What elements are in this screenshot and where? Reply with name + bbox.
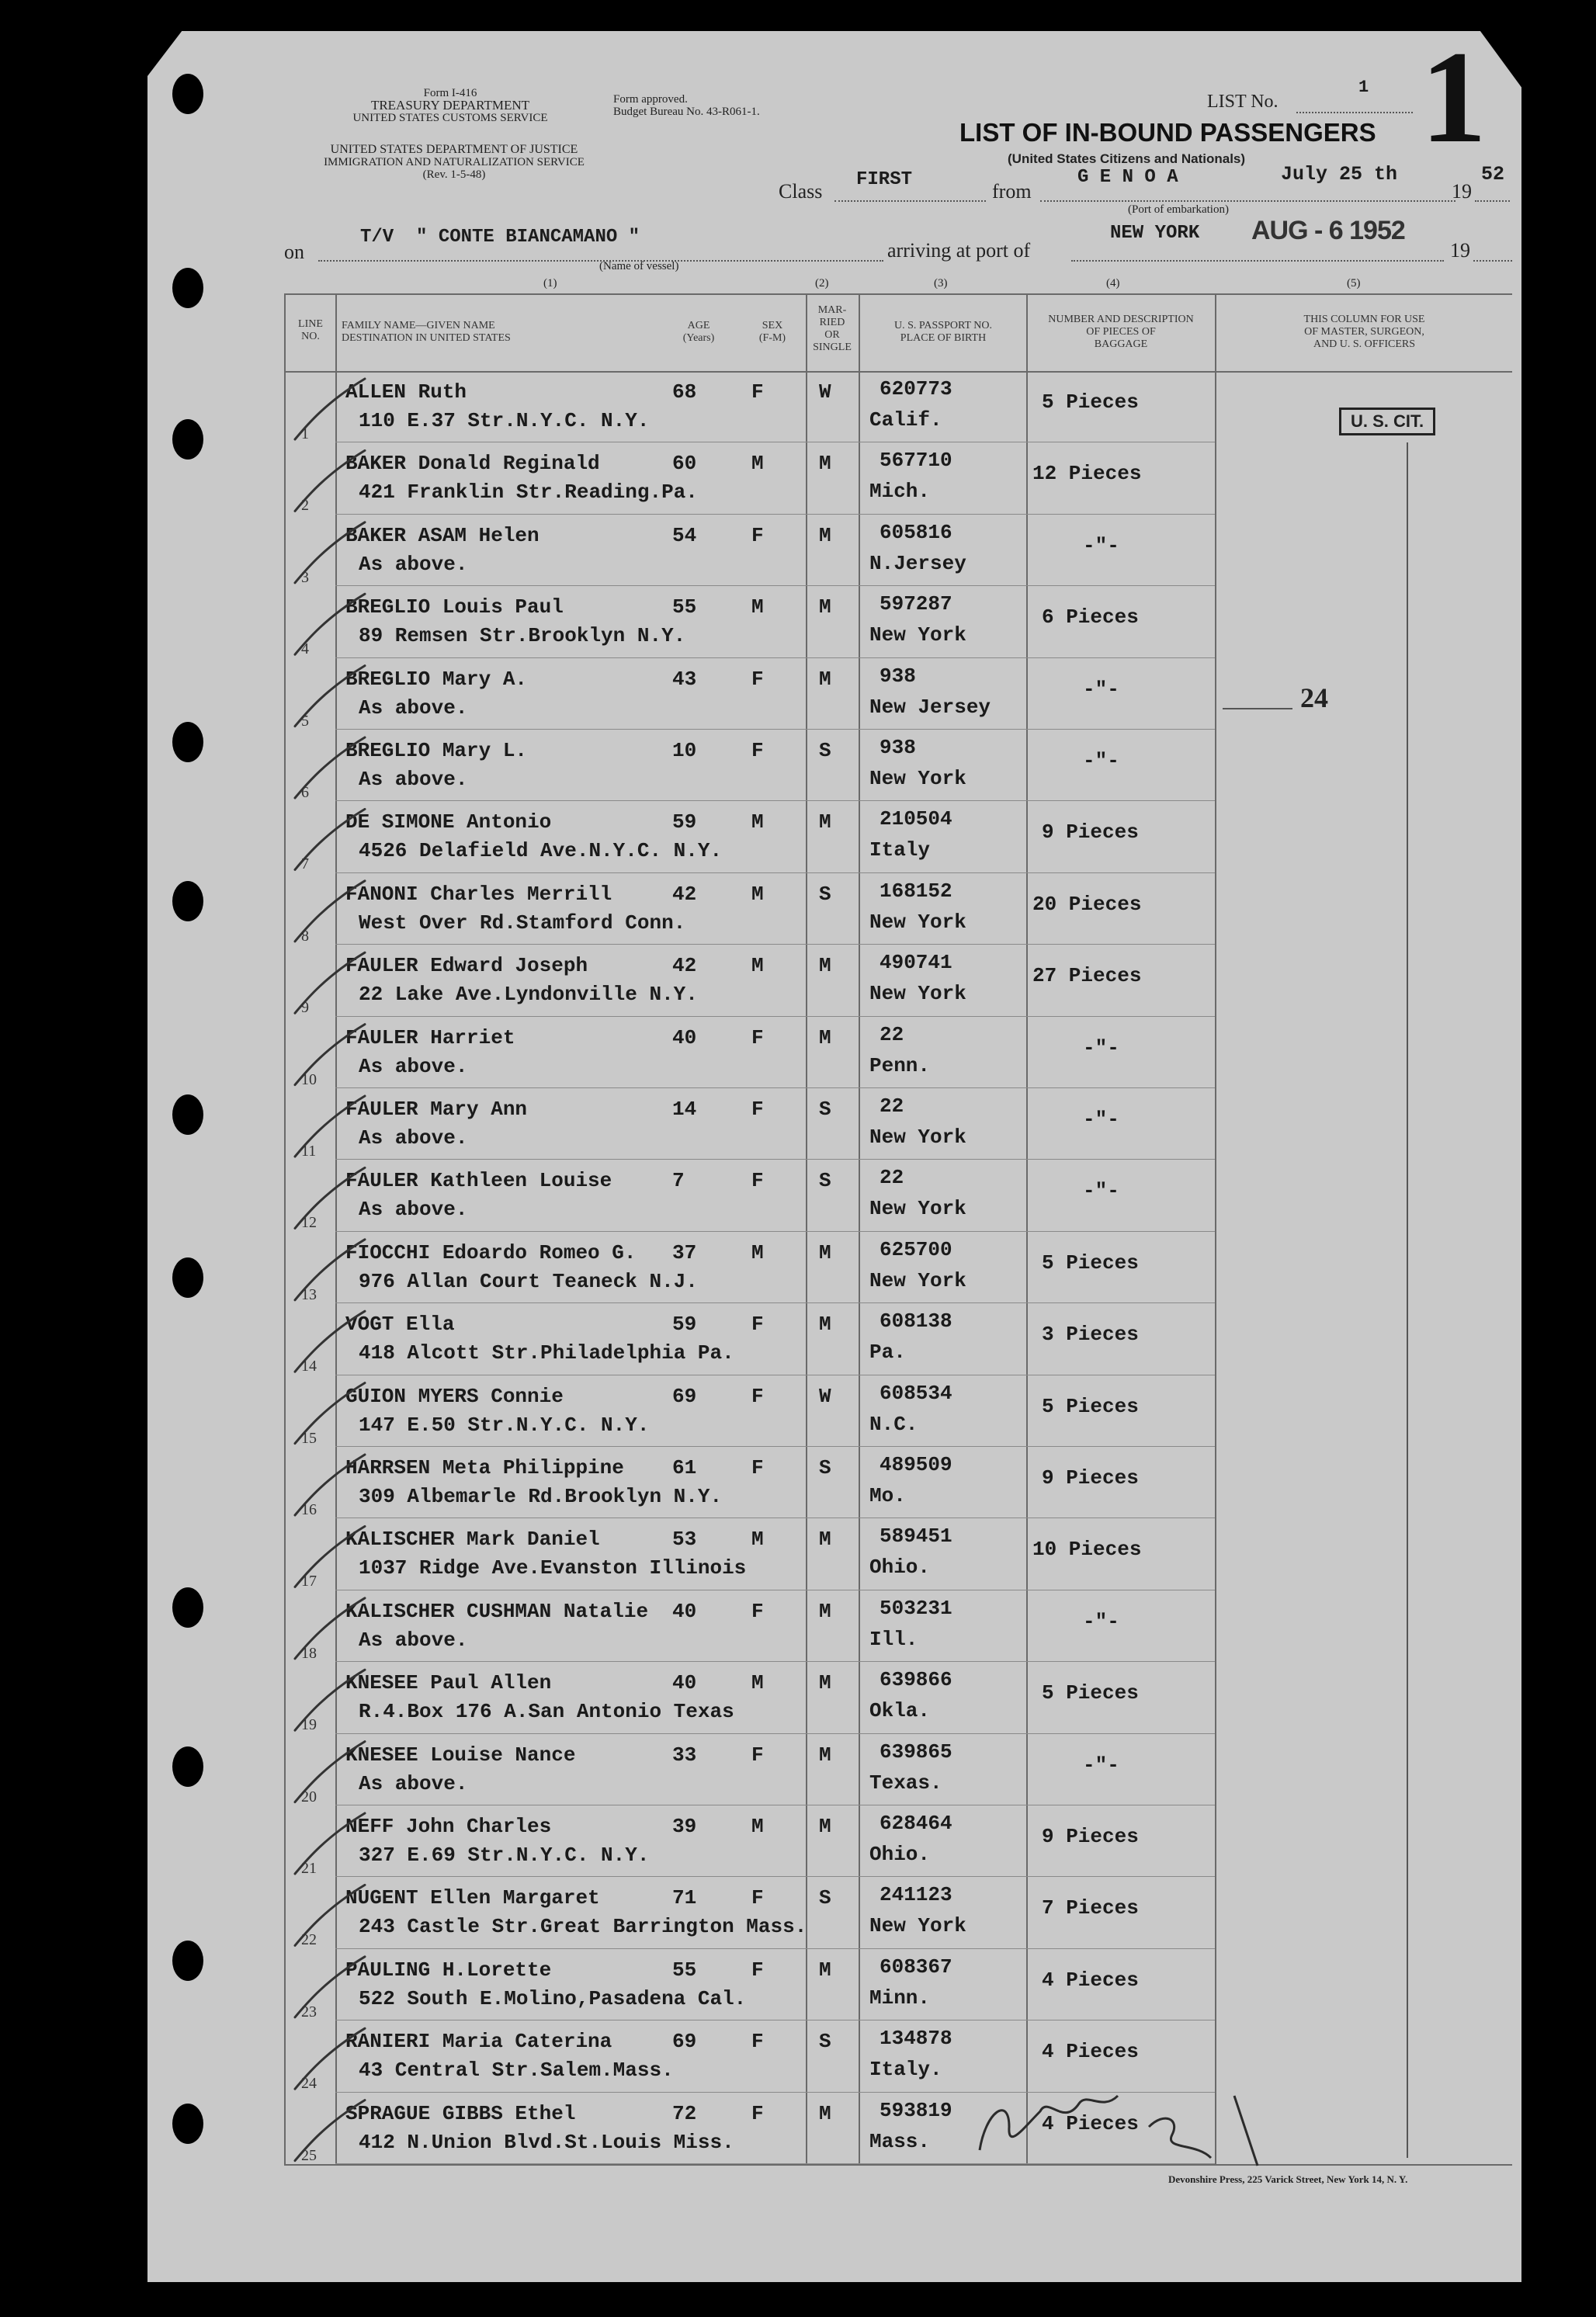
passenger-name: FAULER Edward Joseph bbox=[345, 954, 588, 978]
passenger-age: 14 bbox=[672, 1098, 697, 1121]
place-of-birth: Ill. bbox=[869, 1627, 918, 1651]
passenger-sex: M bbox=[751, 810, 764, 834]
pen-check-mark bbox=[295, 1957, 365, 2017]
passenger-sex: M bbox=[751, 1671, 764, 1695]
form-info: Form I-416 TREASURY DEPARTMENT UNITED STATES CUSTOMS SERVICE bbox=[352, 87, 548, 124]
passenger-age: 42 bbox=[672, 882, 697, 906]
passenger-name: DE SIMONE Antonio bbox=[345, 810, 552, 834]
baggage-count: 12 Pieces bbox=[1032, 462, 1142, 486]
passenger-destination: 976 Allan Court Teaneck N.J. bbox=[359, 1269, 698, 1293]
passenger-destination: 522 South E.Molino,Pasadena Cal. bbox=[359, 1986, 747, 2010]
passenger-destination: 110 E.37 Str.N.Y.C. N.Y. bbox=[359, 409, 650, 432]
passenger-sex: F bbox=[751, 2030, 764, 2054]
passenger-sex: F bbox=[751, 1886, 764, 1910]
passport-number: 639865 bbox=[880, 1739, 952, 1764]
line-number: 18 bbox=[301, 1644, 317, 1662]
passenger-sex: F bbox=[751, 2101, 764, 2125]
passenger-sex: F bbox=[751, 1098, 764, 1121]
place-of-birth: Minn. bbox=[869, 1986, 931, 2010]
pen-check-mark bbox=[295, 594, 365, 654]
on-label: on bbox=[284, 241, 304, 263]
passenger-name: FAULER Kathleen Louise bbox=[345, 1169, 612, 1193]
passenger-name: KNESEE Paul Allen bbox=[345, 1671, 552, 1695]
page-title: LIST OF IN-BOUND PASSENGERS bbox=[959, 118, 1376, 147]
passport-number: 625700 bbox=[880, 1237, 952, 1261]
passenger-name: FIOCCHI Edoardo Romeo G. bbox=[345, 1240, 637, 1264]
pen-check-mark bbox=[295, 1455, 365, 1515]
col-number: (3) bbox=[934, 277, 948, 290]
passport-number: 593819 bbox=[880, 2098, 952, 2122]
line-number: 15 bbox=[301, 1429, 317, 1447]
baggage-count: 6 Pieces bbox=[1042, 605, 1139, 630]
passenger-marital-status: S bbox=[819, 1886, 831, 1910]
departure-date: July 25 th bbox=[1281, 163, 1398, 186]
place-of-birth: Ohio. bbox=[869, 1556, 931, 1580]
col-header-age: AGE (Years) bbox=[682, 320, 715, 344]
place-of-birth: New York bbox=[869, 1197, 966, 1221]
line-number: 4 bbox=[301, 640, 309, 658]
passenger-sex: F bbox=[751, 1384, 764, 1408]
passenger-sex: M bbox=[751, 882, 764, 906]
passport-number: 241123 bbox=[880, 1883, 952, 1907]
pen-check-mark bbox=[295, 1025, 365, 1085]
passenger-sex: F bbox=[751, 1169, 764, 1193]
pen-check-mark bbox=[295, 1885, 365, 1945]
place-of-birth: Mo. bbox=[869, 1484, 906, 1507]
passenger-destination: R.4.Box 176 A.San Antonio Texas bbox=[359, 1700, 734, 1724]
passenger-sex: F bbox=[751, 739, 764, 762]
baggage-count: 9 Pieces bbox=[1042, 1825, 1139, 1848]
year-prefix-2: 19 bbox=[1450, 239, 1470, 262]
passenger-name: FAULER Mary Ann bbox=[345, 1098, 528, 1121]
passenger-age: 54 bbox=[672, 523, 697, 547]
passenger-name: NEFF John Charles bbox=[345, 1815, 552, 1838]
passenger-sex: F bbox=[751, 1743, 764, 1767]
passenger-age: 71 bbox=[672, 1886, 697, 1910]
line-number: 5 bbox=[301, 712, 309, 730]
pen-check-mark bbox=[295, 1240, 365, 1300]
col-number: (1) bbox=[543, 277, 557, 290]
passenger-destination: As above. bbox=[359, 1054, 468, 1078]
baggage-count: 7 Pieces bbox=[1042, 1896, 1139, 1920]
passenger-age: 69 bbox=[672, 2030, 697, 2054]
passport-number: 134878 bbox=[880, 2027, 952, 2051]
passenger-destination: 327 E.69 Str.N.Y.C. N.Y. bbox=[359, 1844, 650, 1867]
baggage-count: 5 Pieces bbox=[1042, 1394, 1139, 1418]
passport-number: 938 bbox=[880, 664, 916, 688]
passenger-destination: 22 Lake Ave.Lyndonville N.Y. bbox=[359, 983, 698, 1007]
passenger-destination: West Over Rd.Stamford Conn. bbox=[359, 910, 686, 935]
place-of-birth: Mass. bbox=[869, 2129, 931, 2153]
passenger-marital-status: M bbox=[819, 523, 831, 547]
baggage-count: -"- bbox=[1083, 533, 1119, 557]
passenger-age: 40 bbox=[672, 1025, 697, 1049]
col-header-baggage: NUMBER AND DESCRIPTION OF PIECES OF BAGGAGE bbox=[1048, 314, 1194, 350]
place-of-birth: New Jersey bbox=[869, 695, 991, 719]
handwritten-signature bbox=[980, 2096, 1258, 2166]
passenger-sex: M bbox=[751, 1815, 764, 1838]
embarkation-port: G E N O A bbox=[1077, 167, 1178, 188]
line-number: 11 bbox=[301, 1143, 317, 1160]
place-of-birth: New York bbox=[869, 623, 966, 647]
place-of-birth: New York bbox=[869, 982, 966, 1006]
passenger-age: 55 bbox=[672, 595, 697, 619]
printer-footer: Devonshire Press, 225 Varick Street, New York 14, N. Y. bbox=[1168, 2173, 1408, 2185]
passenger-name: HARRSEN Meta Philippine bbox=[345, 1456, 624, 1479]
pen-check-mark bbox=[295, 1311, 365, 1372]
passenger-age: 39 bbox=[672, 1815, 697, 1838]
place-of-birth: New York bbox=[869, 767, 966, 790]
passenger-name: PAULING H.Lorette bbox=[345, 1958, 552, 1982]
line-number: 10 bbox=[301, 1070, 317, 1088]
passenger-marital-status: S bbox=[819, 1169, 831, 1193]
passenger-age: 59 bbox=[672, 1313, 697, 1337]
passenger-marital-status: M bbox=[819, 1815, 831, 1838]
passenger-sex: F bbox=[751, 1599, 764, 1623]
passenger-age: 10 bbox=[672, 739, 697, 762]
pen-check-mark bbox=[295, 2028, 365, 2089]
passenger-marital-status: S bbox=[819, 739, 831, 762]
passenger-destination: 412 N.Union Blvd.St.Louis Miss. bbox=[359, 2130, 734, 2154]
passenger-name: BAKER Donald Reginald bbox=[345, 452, 600, 476]
passenger-marital-status: M bbox=[819, 667, 831, 691]
col-number: (5) bbox=[1347, 277, 1361, 290]
passport-number: 589451 bbox=[880, 1524, 952, 1549]
pen-check-mark bbox=[295, 522, 365, 583]
passenger-name: SPRAGUE GIBBS Ethel bbox=[345, 2101, 576, 2125]
year-value: 52 bbox=[1481, 163, 1505, 186]
baggage-count: -"- bbox=[1083, 1609, 1119, 1633]
passenger-destination: As above. bbox=[359, 695, 468, 720]
line-number: 22 bbox=[301, 1931, 317, 1949]
passenger-name: RANIERI Maria Caterina bbox=[345, 2030, 612, 2054]
passenger-destination: 309 Albemarle Rd.Brooklyn N.Y. bbox=[359, 1485, 723, 1508]
passport-number: 210504 bbox=[880, 807, 952, 831]
passenger-destination: 43 Central Str.Salem.Mass. bbox=[359, 2059, 674, 2083]
passenger-age: 69 bbox=[672, 1384, 697, 1408]
passenger-destination: 89 Remsen Str.Brooklyn N.Y. bbox=[359, 624, 686, 648]
passenger-age: 40 bbox=[672, 1599, 697, 1623]
passenger-age: 53 bbox=[672, 1528, 697, 1552]
baggage-count: -"- bbox=[1083, 749, 1119, 772]
passenger-age: 60 bbox=[672, 452, 697, 476]
col-header-sex: SEX (F-M) bbox=[758, 320, 786, 344]
baggage-count: 4 Pieces bbox=[1042, 2111, 1139, 2135]
line-number: 12 bbox=[301, 1214, 317, 1232]
baggage-count: 5 Pieces bbox=[1042, 1681, 1139, 1705]
passenger-destination: As above. bbox=[359, 1198, 468, 1222]
baggage-count: -"- bbox=[1083, 1179, 1119, 1203]
line-number: 16 bbox=[301, 1501, 317, 1518]
line-number: 3 bbox=[301, 568, 309, 586]
passenger-marital-status: M bbox=[819, 1240, 831, 1264]
passenger-marital-status: M bbox=[819, 2101, 831, 2125]
pen-check-mark bbox=[295, 2100, 365, 2161]
pen-check-mark bbox=[295, 1167, 365, 1228]
line-number: 20 bbox=[301, 1788, 317, 1805]
place-of-birth: New York bbox=[869, 1126, 966, 1149]
line-number: 6 bbox=[301, 784, 309, 801]
passport-number: 620773 bbox=[880, 377, 952, 401]
officer-count-note: 24 bbox=[1300, 682, 1328, 713]
passenger-sex: F bbox=[751, 1958, 764, 1982]
us-citizen-stamp: U. S. CIT. bbox=[1339, 408, 1435, 435]
place-of-birth: Penn. bbox=[869, 1053, 931, 1077]
passenger-marital-status: W bbox=[819, 1384, 831, 1408]
passport-number: 22 bbox=[880, 1166, 904, 1190]
passenger-destination: As above. bbox=[359, 1126, 468, 1150]
passenger-sex: F bbox=[751, 1456, 764, 1479]
passport-number: 168152 bbox=[880, 879, 952, 903]
passenger-destination: 1037 Ridge Ave.Evanston Illinois bbox=[359, 1556, 747, 1580]
line-number: 8 bbox=[301, 927, 309, 945]
passport-number: 22 bbox=[880, 1094, 904, 1118]
passenger-name: ALLEN Ruth bbox=[345, 380, 467, 404]
passport-number: 608367 bbox=[880, 1955, 952, 1979]
passenger-marital-status: M bbox=[819, 595, 831, 619]
embarkation-caption: (Port of embarkation) bbox=[1128, 203, 1229, 216]
baggage-count: 4 Pieces bbox=[1042, 2040, 1139, 2064]
pen-check-mark bbox=[295, 1670, 365, 1730]
place-of-birth: Italy. bbox=[869, 2058, 942, 2082]
passenger-name: BREGLIO Mary A. bbox=[345, 667, 528, 691]
passenger-age: 43 bbox=[672, 667, 697, 691]
passport-number: 639866 bbox=[880, 1668, 952, 1692]
passenger-destination: 418 Alcott Str.Philadelphia Pa. bbox=[359, 1341, 734, 1365]
passenger-name: BAKER ASAM Helen bbox=[345, 523, 540, 547]
passenger-age: 68 bbox=[672, 380, 697, 404]
passenger-sex: F bbox=[751, 667, 764, 691]
place-of-birth: N.C. bbox=[869, 1412, 918, 1436]
line-number: 13 bbox=[301, 1285, 317, 1303]
col-number: (4) bbox=[1106, 277, 1120, 290]
passport-number: 489509 bbox=[880, 1453, 952, 1476]
list-no-value: 1 bbox=[1358, 78, 1369, 97]
line-number: 14 bbox=[301, 1358, 317, 1375]
pen-check-mark bbox=[295, 1526, 365, 1587]
passenger-sex: F bbox=[751, 1025, 764, 1049]
place-of-birth: Italy bbox=[869, 838, 931, 862]
passenger-marital-status: M bbox=[819, 1599, 831, 1623]
line-number: 2 bbox=[301, 497, 309, 515]
passenger-destination: As above. bbox=[359, 552, 468, 576]
big-list-number: 1 bbox=[1421, 24, 1487, 170]
baggage-count: 5 Pieces bbox=[1042, 390, 1139, 414]
passenger-marital-status: M bbox=[819, 1958, 831, 1982]
passport-number: 567710 bbox=[880, 449, 952, 473]
pen-check-mark bbox=[295, 1813, 365, 1874]
passport-number: 597287 bbox=[880, 592, 952, 616]
passenger-age: 59 bbox=[672, 810, 697, 834]
place-of-birth: Pa. bbox=[869, 1341, 906, 1365]
pen-check-mark bbox=[295, 1096, 365, 1157]
passenger-sex: F bbox=[751, 1313, 764, 1337]
passport-number: 938 bbox=[880, 736, 916, 759]
passenger-name: KNESEE Louise Nance bbox=[345, 1743, 576, 1767]
passenger-sex: M bbox=[751, 954, 764, 978]
pen-check-mark bbox=[295, 1742, 365, 1802]
passenger-name: VOGT Ella bbox=[345, 1313, 455, 1337]
line-number: 19 bbox=[301, 1716, 317, 1734]
passenger-name: KALISCHER Mark Daniel bbox=[345, 1528, 600, 1552]
class-value: FIRST bbox=[856, 169, 913, 190]
list-no-label: LIST No. bbox=[1207, 92, 1279, 112]
pen-check-mark bbox=[295, 809, 365, 869]
passport-number: 605816 bbox=[880, 520, 952, 544]
passenger-sex: M bbox=[751, 1528, 764, 1552]
baggage-count: 5 Pieces bbox=[1042, 1250, 1139, 1275]
passenger-destination: As above. bbox=[359, 768, 468, 791]
baggage-count: -"- bbox=[1083, 1035, 1119, 1060]
pen-check-mark bbox=[295, 737, 365, 798]
place-of-birth: N.Jersey bbox=[869, 551, 966, 575]
passenger-name: FAULER Harriet bbox=[345, 1025, 515, 1049]
passenger-marital-status: W bbox=[819, 380, 831, 404]
col-header-officers: THIS COLUMN FOR USE OF MASTER, SURGEON, AND U. S. OFFICERS bbox=[1303, 314, 1425, 350]
passenger-marital-status: S bbox=[819, 882, 831, 906]
pen-check-mark bbox=[295, 1383, 365, 1444]
passport-number: 503231 bbox=[880, 1596, 952, 1620]
passenger-name: GUION MYERS Connie bbox=[345, 1384, 564, 1408]
place-of-birth: Okla. bbox=[869, 1699, 931, 1723]
year-prefix: 19 bbox=[1452, 180, 1472, 203]
passenger-name: BREGLIO Mary L. bbox=[345, 739, 528, 762]
passenger-destination: As above. bbox=[359, 1771, 468, 1795]
passenger-destination: 243 Castle Str.Great Barrington Mass. bbox=[359, 1915, 807, 1939]
passenger-destination: 4526 Delafield Ave.N.Y.C. N.Y. bbox=[359, 839, 723, 863]
col-header-passport: U. S. PASSPORT NO. PLACE OF BIRTH bbox=[894, 320, 992, 344]
passport-number: 608138 bbox=[880, 1309, 952, 1334]
passport-number: 608534 bbox=[880, 1381, 952, 1405]
place-of-birth: New York bbox=[869, 910, 966, 934]
passenger-age: 33 bbox=[672, 1743, 697, 1767]
passenger-age: 72 bbox=[672, 2101, 697, 2125]
passenger-age: 42 bbox=[672, 954, 697, 978]
pen-check-mark bbox=[295, 666, 365, 727]
class-label: Class bbox=[779, 180, 823, 203]
arrival-date-stamp: AUG - 6 1952 bbox=[1251, 216, 1405, 245]
passenger-destination: 147 E.50 Str.N.Y.C. N.Y. bbox=[359, 1413, 650, 1437]
passenger-marital-status: M bbox=[819, 1743, 831, 1767]
passenger-name: FANONI Charles Merrill bbox=[345, 882, 612, 906]
place-of-birth: New York bbox=[869, 1914, 966, 1938]
baggage-count: -"- bbox=[1083, 677, 1119, 701]
passenger-name: BREGLIO Louis Paul bbox=[345, 595, 564, 619]
baggage-count: 9 Pieces bbox=[1042, 1466, 1139, 1490]
line-number: 9 bbox=[301, 999, 309, 1017]
passport-number: 628464 bbox=[880, 1812, 952, 1835]
col-header-married: MAR- RIED OR SINGLE bbox=[813, 304, 852, 353]
passenger-destination: As above. bbox=[359, 1628, 468, 1652]
passenger-marital-status: M bbox=[819, 810, 831, 834]
passenger-marital-status: M bbox=[819, 1025, 831, 1049]
line-number: 1 bbox=[301, 425, 309, 442]
arriving-label: arriving at port of bbox=[887, 239, 1031, 262]
vessel-caption: (Name of vessel) bbox=[599, 260, 679, 272]
arrival-port: NEW YORK bbox=[1110, 223, 1200, 244]
doj-info: UNITED STATES DEPARTMENT OF JUSTICE IMMIGRATION AND NATURALIZATION SERVICE (Rev. 1-5-48) bbox=[324, 143, 585, 181]
passenger-age: 61 bbox=[672, 1456, 697, 1479]
col-number: (2) bbox=[815, 277, 829, 290]
line-number: 21 bbox=[301, 1860, 317, 1877]
passport-number: 490741 bbox=[880, 951, 952, 975]
col-header-line: LINE NO. bbox=[298, 318, 323, 342]
passenger-sex: M bbox=[751, 1240, 764, 1264]
passenger-sex: M bbox=[751, 452, 764, 476]
baggage-count: -"- bbox=[1083, 1753, 1119, 1777]
baggage-count: 20 Pieces bbox=[1032, 892, 1142, 916]
passenger-marital-status: S bbox=[819, 1098, 831, 1121]
pen-check-mark bbox=[295, 1598, 365, 1659]
col-header-name: FAMILY NAME—GIVEN NAME DESTINATION IN UNITED STATES bbox=[342, 320, 511, 344]
pen-check-mark bbox=[295, 379, 365, 439]
passenger-sex: M bbox=[751, 595, 764, 619]
form-approval: Form approved. Budget Bureau No. 43-R061-1. bbox=[613, 93, 760, 118]
passenger-name: NUGENT Ellen Margaret bbox=[345, 1886, 600, 1910]
place-of-birth: Texas. bbox=[869, 1771, 942, 1795]
place-of-birth: New York bbox=[869, 1268, 966, 1292]
baggage-count: -"- bbox=[1083, 1108, 1119, 1131]
passenger-sex: F bbox=[751, 380, 764, 404]
baggage-count: 10 Pieces bbox=[1032, 1538, 1142, 1562]
baggage-count: 9 Pieces bbox=[1042, 820, 1139, 845]
line-number: 25 bbox=[301, 2146, 317, 2164]
baggage-count: 27 Pieces bbox=[1032, 964, 1142, 988]
place-of-birth: Calif. bbox=[869, 408, 942, 432]
passenger-age: 37 bbox=[672, 1240, 697, 1264]
pen-check-mark bbox=[295, 450, 365, 511]
vessel-name: T/V " CONTE BIANCAMANO " bbox=[360, 227, 640, 248]
place-of-birth: Mich. bbox=[869, 480, 931, 504]
line-number: 23 bbox=[301, 2003, 317, 2020]
line-number: 17 bbox=[301, 1573, 317, 1590]
passenger-destination: 421 Franklin Str.Reading.Pa. bbox=[359, 480, 698, 505]
baggage-count: 4 Pieces bbox=[1042, 1968, 1139, 1992]
passenger-age: 55 bbox=[672, 1958, 697, 1982]
passport-number: 22 bbox=[880, 1022, 904, 1046]
passenger-marital-status: S bbox=[819, 1456, 831, 1479]
pen-check-mark bbox=[295, 952, 365, 1013]
page-subtitle: (United States Citizens and Nationals) bbox=[1008, 151, 1246, 166]
passenger-age: 7 bbox=[672, 1169, 685, 1193]
passenger-marital-status: S bbox=[819, 2030, 831, 2054]
passenger-age: 40 bbox=[672, 1671, 697, 1695]
passenger-marital-status: M bbox=[819, 954, 831, 978]
baggage-count: 3 Pieces bbox=[1042, 1323, 1139, 1347]
passenger-marital-status: M bbox=[819, 1313, 831, 1337]
passenger-marital-status: M bbox=[819, 1671, 831, 1695]
passenger-name: KALISCHER CUSHMAN Natalie bbox=[345, 1599, 649, 1623]
line-number: 24 bbox=[301, 2075, 317, 2093]
place-of-birth: Ohio. bbox=[869, 1843, 931, 1866]
pen-check-mark bbox=[295, 881, 365, 942]
passenger-marital-status: M bbox=[819, 1528, 831, 1552]
line-number: 7 bbox=[301, 855, 309, 873]
passenger-marital-status: M bbox=[819, 452, 831, 476]
from-label: from bbox=[992, 180, 1032, 203]
passenger-sex: F bbox=[751, 523, 764, 547]
